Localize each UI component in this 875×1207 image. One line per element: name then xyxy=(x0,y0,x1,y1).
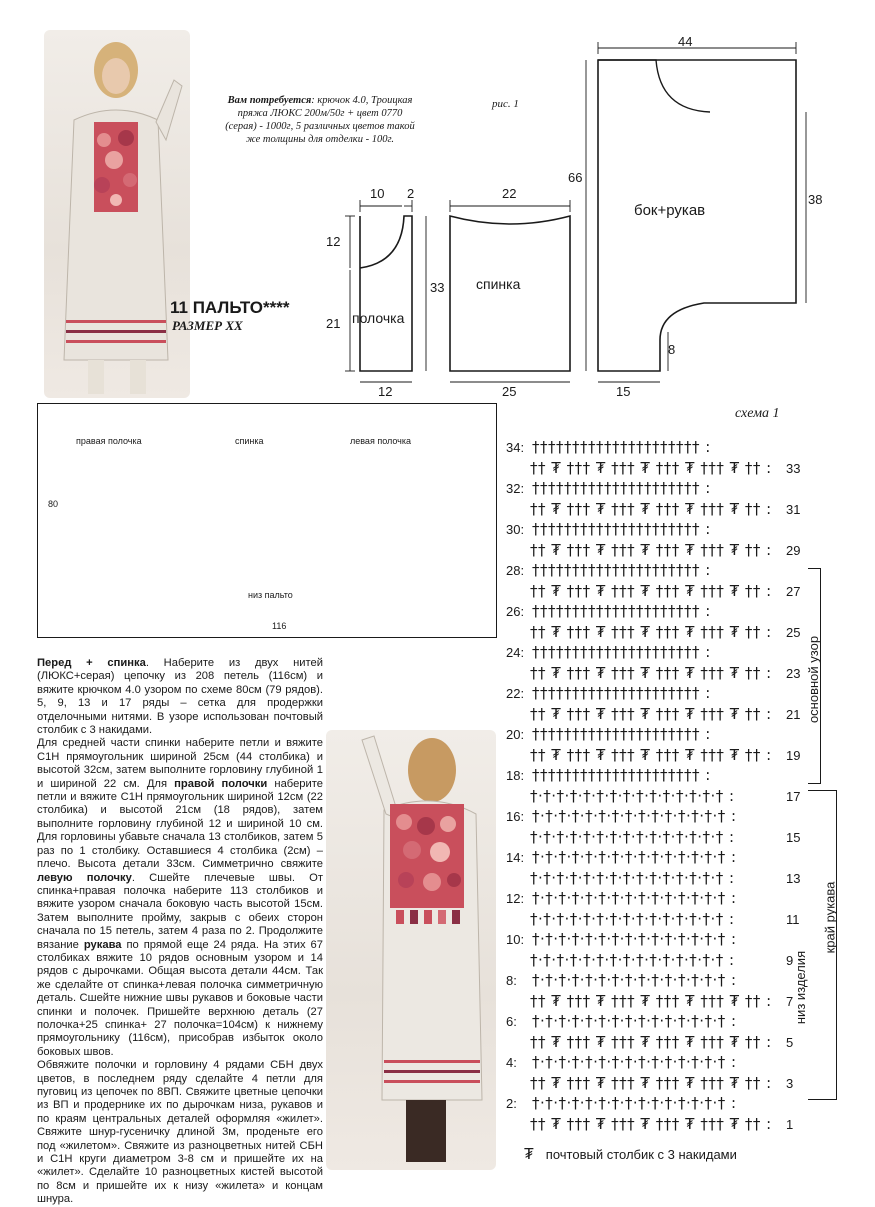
row-number-right: 1 xyxy=(786,1116,794,1132)
chart-title: схема 1 xyxy=(735,406,780,421)
row-number-right: 29 xyxy=(786,542,801,558)
pattern-title: 11 ПАЛЬТО**** xyxy=(170,298,290,317)
chart-row-even: ††††††††††††††††††††† : xyxy=(532,438,711,456)
chart-row-odd: †† ₮ ††† ₮ ††† ₮ ††† ₮ ††† ₮ †† : xyxy=(530,991,772,1010)
row-number-right: 19 xyxy=(786,747,801,763)
row-number-left: 22: xyxy=(506,686,525,701)
chart-row-even: ††††††††††††††††††††† : xyxy=(532,725,711,743)
row-number-left: 6: xyxy=(506,1014,517,1029)
row-number-left: 26: xyxy=(506,604,525,619)
row-number-left: 16: xyxy=(506,809,525,824)
chart-row-even: †·†·†·†·†·†·†·†·†·†·†·†·†·†·† : xyxy=(532,930,737,948)
row-number-left: 18: xyxy=(506,768,525,783)
bracket-sleeve-label: край рукава xyxy=(822,881,838,954)
row-number-left: 24: xyxy=(506,645,525,660)
pattern-size: РАЗМЕР XX xyxy=(172,318,243,333)
stitch-chart xyxy=(506,438,809,1140)
row-number-left: 12: xyxy=(506,891,525,906)
chart-row-even: ††††††††††††††††††††† : xyxy=(532,520,711,538)
post-stitch-icon: ₮ xyxy=(524,1146,534,1163)
legend xyxy=(524,1146,737,1164)
side-small-height: 8 xyxy=(668,342,676,357)
chart-row-odd: †† ₮ ††† ₮ ††† ₮ ††† ₮ ††† ₮ †† : xyxy=(530,1114,772,1133)
chart-row-even: †·†·†·†·†·†·†·†·†·†·†·†·†·†·† : xyxy=(532,1094,737,1112)
chart-row-odd: †·†·†·†·†·†·†·†·†·†·†·†·†·†·† : xyxy=(530,827,735,846)
front-bottom-width: 12 xyxy=(378,384,393,399)
chart-row-even: †·†·†·†·†·†·†·†·†·†·†·†·†·†·† : xyxy=(532,848,737,866)
chart-row-odd: †·†·†·†·†·†·†·†·†·†·†·†·†·†·† : xyxy=(530,786,735,805)
chart-row-even: ††††††††††††††††††††† : xyxy=(532,766,711,784)
chart-row-even: ††††††††††††††††††††† : xyxy=(532,479,711,497)
chart-row-even: †·†·†·†·†·†·†·†·†·†·†·†·†·†·† : xyxy=(532,889,737,907)
chart-row-even: †·†·†·†·†·†·†·†·†·†·†·†·†·†·† : xyxy=(532,971,737,989)
coat-photo-back xyxy=(326,730,496,1170)
section-front-back: Перед + спинка xyxy=(37,657,146,669)
woman-back-view-illustration xyxy=(326,730,496,1170)
row-number-right: 11 xyxy=(786,911,800,927)
rect-bottom-label: низ пальто xyxy=(248,590,293,600)
chart-row-odd: †† ₮ ††† ₮ ††† ₮ ††† ₮ ††† ₮ †† : xyxy=(530,581,772,600)
chart-row-even: †·†·†·†·†·†·†·†·†·†·†·†·†·†·† : xyxy=(532,1053,737,1071)
pattern-pieces-diagram xyxy=(0,0,875,400)
row-number-left: 4: xyxy=(506,1055,517,1070)
row-number-right: 5 xyxy=(786,1034,794,1050)
side-total-height: 66 xyxy=(568,170,583,185)
materials-text: : крючок 4.0, Троицкая пряжа ЛЮКС 200м/50г + цвет 0770 (серая) - 1000г, 5 различных цветов такой же толщины для отделки - 100г. xyxy=(225,95,415,145)
chart-row-even: †·†·†·†·†·†·†·†·†·†·†·†·†·†·† : xyxy=(532,807,737,825)
front-width-top: 10 xyxy=(370,186,385,201)
row-number-right: 27 xyxy=(786,583,801,599)
row-number-right: 9 xyxy=(786,952,794,968)
row-number-left: 20: xyxy=(506,727,525,742)
row-number-right: 3 xyxy=(786,1075,794,1091)
row-number-left: 34: xyxy=(506,440,525,455)
back-neck-width: 22 xyxy=(502,186,517,201)
rect-label-back: спинка xyxy=(235,436,264,446)
row-number-right: 21 xyxy=(786,706,801,722)
row-number-right: 31 xyxy=(786,501,801,517)
chart-row-odd: †·†·†·†·†·†·†·†·†·†·†·†·†·†·† : xyxy=(530,909,735,928)
chart-row-even: †·†·†·†·†·†·†·†·†·†·†·†·†·†·† : xyxy=(532,1012,737,1030)
chart-row-even: ††††††††††††††††††††† : xyxy=(532,561,711,579)
chart-row-odd: †† ₮ ††† ₮ ††† ₮ ††† ₮ ††† ₮ †† : xyxy=(530,622,772,641)
back-piece-label: спинка xyxy=(476,276,521,292)
chart-row-even: ††††††††††††††††††††† : xyxy=(532,602,711,620)
row-number-left: 10: xyxy=(506,932,525,947)
rect-label-left-front: левая полочка xyxy=(350,436,411,446)
back-piece-outline xyxy=(450,216,570,371)
row-number-left: 32: xyxy=(506,481,525,496)
rect-label-right-front: правая полочка xyxy=(76,436,142,446)
row-number-right: 23 xyxy=(786,665,801,681)
legend-text: почтовый столбик с 3 накидами xyxy=(545,1147,737,1162)
bracket-bottom-label: низ изделия xyxy=(793,950,809,1025)
instructions-text: Перед + спинка. Наберите из двух нитей (ЛЮКС+серая) цепочку из 208 петель (116см) и вяжите крючком 4.0 узором по схеме 80см (79 рядов). 5, 9, 13 и 17 ряды – сетка для продержки отделочными нитями. В узоре использован почтовый столбик с 3 накидами. Для средней части спинки наберите петли и вяжите С1Н прямоугольник шириной 25см (44 столбика) и высотой 32см, затем выполните горловину глубиной 1 и шириной 22 см. Для правой полочки наберите петли и вяжите С1Н прямоугольник шириной 12см (22 столбика) и высотой 21см (18 рядов), затем выполните горловину глубиной 12 и шириной 10 см. Для горловины убавьте сначала 13 столбиков, затем 5 раз по 1 столбику. Оставшиеся 4 столбика (2см) – плечо. Высота детали 33см. Симметрично свяжите левую полочку. Сшейте плечевые швы. От спинка+правая полочка наберите 113 столбиков и вяжите узором сначала боковую часть высотой 15см. Затем выполните пройму, закрыв с обеих сторон сначала по 15 петель, затем 4 раза по 2. Продолжите вязание рукава по прямой еще 24 ряда. На этих 67 столбиках вяжите 10 рядов основным узором и 14 рядов с дырочками. Общая высота детали 44см. Так же сделайте от спинка+левая полочка симметричную деталь. Сшейте нижние швы рукавов и боковые части спинки и полочек. Пришейте верхнюю деталь (27 полочка+25 спинка+ 27 полочка=104см) к нижнему прямоугольнику (116см), присобрав избыток около боковых швов. Обвяжите полочки и горловину 4 рядами СБН двух цветов, в последнем ряду сделайте 4 петли для пуговиц из цепочек по 8ВП. Свяжите цветные цепочки из ВП и продернике их по дырочкам низа, рукавов и по краям центральных деталей оформляя «жилет». Свяжите шнур-гусеничку длиной 3м, проденьте его под «жилетом». Свяжите из разноцветных нитей СБН и С1Н круги диаметром 3-8 см и пришейте их на «жилет». Сделайте 10 разноцветных кистей высотой по 8см и пришейте их к низу «жилета» и концам шнура. xyxy=(37,657,323,1206)
row-number-left: 14: xyxy=(506,850,525,865)
chart-row-odd: †† ₮ ††† ₮ ††† ₮ ††† ₮ ††† ₮ †† : xyxy=(530,1073,772,1092)
row-number-right: 17 xyxy=(786,788,801,804)
front-piece-outline xyxy=(360,216,412,371)
chart-row-odd: †† ₮ ††† ₮ ††† ₮ ††† ₮ ††† ₮ †† : xyxy=(530,663,772,682)
chart-row-even: ††††††††††††††††††††† : xyxy=(532,643,711,661)
front-shoulder-width: 2 xyxy=(407,186,415,201)
side-piece-label: бок+рукав xyxy=(634,202,706,219)
row-number-right: 25 xyxy=(786,624,801,640)
row-number-left: 2: xyxy=(506,1096,517,1111)
side-bottom-width: 15 xyxy=(616,384,631,399)
chart-row-even: ††††††††††††††††††††† : xyxy=(532,684,711,702)
bracket-main-label: основной узор xyxy=(806,635,822,724)
row-number-left: 28: xyxy=(506,563,525,578)
front-neck-height: 12 xyxy=(326,234,341,249)
side-sleeve-height: 38 xyxy=(808,192,823,207)
chart-row-odd: †† ₮ ††† ₮ ††† ₮ ††† ₮ ††† ₮ †† : xyxy=(530,458,772,477)
chart-row-odd: †† ₮ ††† ₮ ††† ₮ ††† ₮ ††† ₮ †† : xyxy=(530,745,772,764)
chart-row-odd: †† ₮ ††† ₮ ††† ₮ ††† ₮ ††† ₮ †† : xyxy=(530,704,772,723)
row-number-left: 30: xyxy=(506,522,525,537)
row-number-right: 7 xyxy=(786,993,794,1009)
rect-height: 80 xyxy=(48,499,59,509)
front-piece-label: полочка xyxy=(352,310,405,326)
front-total-height: 33 xyxy=(430,280,445,295)
chart-row-odd: †† ₮ ††† ₮ ††† ₮ ††† ₮ ††† ₮ †† : xyxy=(530,499,772,518)
row-number-right: 13 xyxy=(786,870,801,886)
chart-row-odd: †† ₮ ††† ₮ ††† ₮ ††† ₮ ††† ₮ †† : xyxy=(530,540,772,559)
figure-caption: рис. 1 xyxy=(492,98,519,110)
side-top-width: 44 xyxy=(678,34,693,49)
materials-label: Вам потребуется xyxy=(227,95,312,106)
rect-width: 116 xyxy=(272,621,287,631)
armhole-curve xyxy=(598,60,710,112)
row-number-right: 15 xyxy=(786,829,801,845)
back-bottom-width: 25 xyxy=(502,384,517,399)
chart-row-odd: †·†·†·†·†·†·†·†·†·†·†·†·†·†·† : xyxy=(530,950,735,969)
front-body-height: 21 xyxy=(326,316,341,331)
row-number-right: 33 xyxy=(786,460,801,476)
chart-row-odd: †·†·†·†·†·†·†·†·†·†·†·†·†·†·† : xyxy=(530,868,735,887)
row-number-left: 8: xyxy=(506,973,517,988)
chart-row-odd: †† ₮ ††† ₮ ††† ₮ ††† ₮ ††† ₮ †† : xyxy=(530,1032,772,1051)
